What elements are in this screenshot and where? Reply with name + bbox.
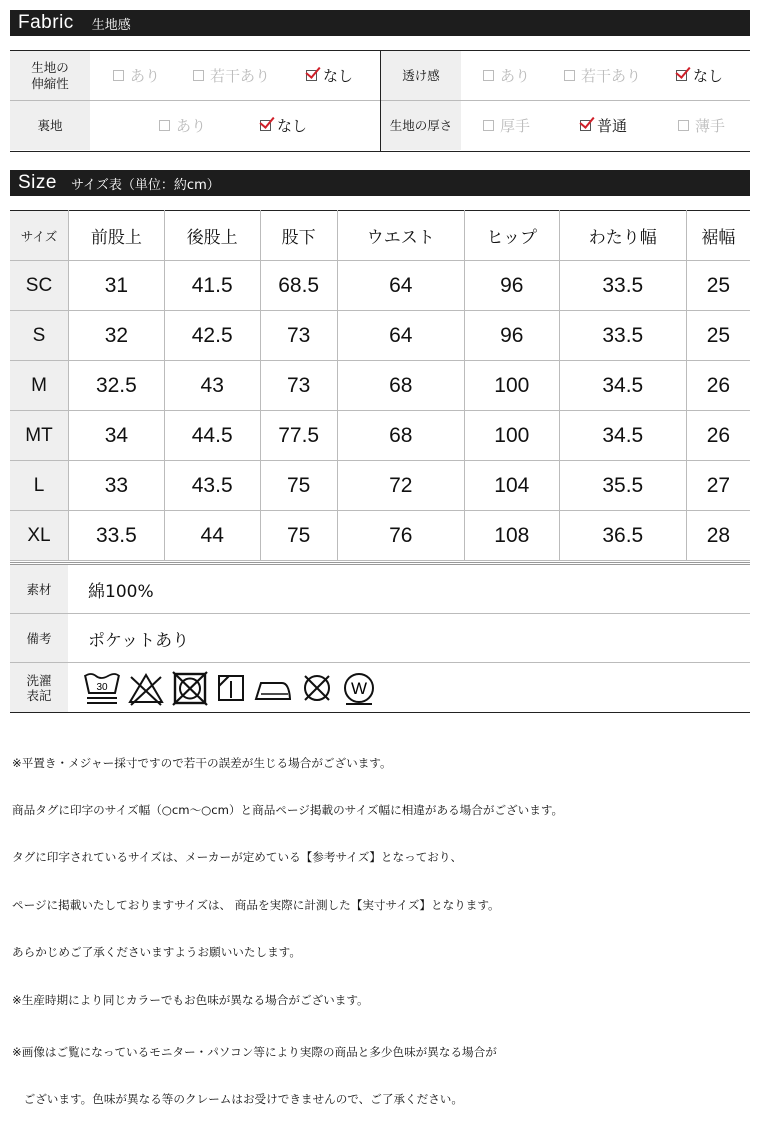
table-cell: 34 <box>69 411 165 461</box>
no-dry-clean-icon <box>298 669 336 707</box>
remarks-label: 備考 <box>10 614 68 662</box>
table-cell: 75 <box>260 461 337 511</box>
table-cell: 43.5 <box>164 461 260 511</box>
table-cell: 32.5 <box>69 361 165 411</box>
table-cell: 27 <box>686 461 750 511</box>
fabric-title-jp: 生地感 <box>91 17 131 33</box>
stretch-label: 生地の 伸縮性 <box>10 51 90 100</box>
sheer-option: 若干あり <box>564 51 641 100</box>
material-row <box>10 565 750 614</box>
table-cell: 26 <box>686 361 750 411</box>
checkbox-icon <box>193 70 204 81</box>
svg-text:30: 30 <box>96 681 108 693</box>
column-header: ウエスト <box>337 211 464 261</box>
size-label: XL <box>10 511 69 561</box>
line-dry-shade-icon <box>214 669 248 707</box>
sheer-option-selected: なし <box>676 51 723 100</box>
table-row <box>10 511 750 561</box>
size-label: L <box>10 461 69 511</box>
thickness-label: 生地の厚さ <box>381 101 461 150</box>
fabric-title-en: Fabric <box>18 12 74 33</box>
column-header: 裾幅 <box>686 211 750 261</box>
lining-option-selected: なし <box>260 101 307 150</box>
table-row <box>10 311 750 361</box>
material-value: 綿100% <box>88 581 154 602</box>
table-row <box>10 361 750 411</box>
table-row <box>10 461 750 511</box>
size-label: S <box>10 311 69 361</box>
checkbox-icon <box>483 70 494 81</box>
table-cell: 25 <box>686 311 750 361</box>
table-cell: 44 <box>164 511 260 561</box>
table-cell: 31 <box>69 261 165 311</box>
note-line: 商品タグに印字のサイズ幅（○cm～○cm）と商品ページ掲載のサイズ幅に相違がある場合がございます。 <box>12 802 564 817</box>
lining-option: あり <box>159 101 206 150</box>
checkbox-icon <box>483 120 494 131</box>
note-line: あらかじめご了承くださいますようお願いいたします。 <box>12 945 301 960</box>
note-line: ※生産時期により同じカラーでもお色味が異なる場合がございます。 <box>12 992 369 1007</box>
table-cell: 33 <box>69 461 165 511</box>
table-cell: 100 <box>464 411 559 461</box>
note-line: ページに掲載いたしておりますサイズは、 商品を実際に計測した【実寸サイズ】となります。 <box>12 897 500 912</box>
stretch-option: あり <box>113 51 160 100</box>
care-symbols <box>68 663 378 712</box>
fabric-table <box>10 50 750 152</box>
table-cell: 35.5 <box>559 461 686 511</box>
table-cell: 28 <box>686 511 750 561</box>
washing-label: 洗濯 表記 <box>10 663 68 712</box>
table-cell: 41.5 <box>164 261 260 311</box>
thickness-option: 薄手 <box>678 101 725 150</box>
notes <box>12 724 752 1124</box>
table-cell: 73 <box>260 361 337 411</box>
column-divider <box>380 51 381 151</box>
table-cell: 96 <box>464 261 559 311</box>
checkbox-icon <box>564 70 575 81</box>
wash-30-gentle-icon <box>82 669 122 707</box>
table-cell: 34.5 <box>559 411 686 461</box>
table-cell: 77.5 <box>260 411 337 461</box>
table-cell: 76 <box>337 511 464 561</box>
no-tumble-dry-icon <box>170 669 210 707</box>
table-cell: 33.5 <box>69 511 165 561</box>
table-cell: 72 <box>337 461 464 511</box>
sheer-label: 透け感 <box>381 51 461 100</box>
iron-low-icon <box>252 669 294 707</box>
table-cell: 33.5 <box>559 311 686 361</box>
table-cell: 68.5 <box>260 261 337 311</box>
size-title-en: Size <box>18 172 57 193</box>
svg-text:W: W <box>350 678 368 698</box>
column-header: 前股上 <box>69 211 165 261</box>
product-info-table <box>10 562 750 713</box>
column-header: ヒップ <box>464 211 559 261</box>
table-cell: 68 <box>337 361 464 411</box>
table-cell: 75 <box>260 511 337 561</box>
table-cell: 43 <box>164 361 260 411</box>
thickness-option: 厚手 <box>483 101 530 150</box>
checked-checkbox-icon <box>580 120 591 131</box>
remarks-value: ポケットあり <box>88 630 190 651</box>
note-line: タグに印字されているサイズは、メーカーが定めている【参考サイズ】となっており、 <box>12 850 463 865</box>
table-cell: 73 <box>260 311 337 361</box>
table-cell: 34.5 <box>559 361 686 411</box>
remarks-row <box>10 614 750 663</box>
size-label: MT <box>10 411 69 461</box>
thickness-option-selected: 普通 <box>580 101 627 150</box>
note-line: ※画像はご覧になっているモニター・パソコン等により実際の商品と多少色味が異なる場合が <box>12 1044 497 1059</box>
note-line: ※平置き・メジャー採寸ですので若干の誤差が生じる場合がございます。 <box>12 755 392 770</box>
no-bleach-icon <box>126 669 166 707</box>
checkbox-icon <box>678 120 689 131</box>
table-cell: 36.5 <box>559 511 686 561</box>
table-cell: 64 <box>337 261 464 311</box>
checkbox-icon <box>113 70 124 81</box>
table-cell: 108 <box>464 511 559 561</box>
stretch-option: 若干あり <box>193 51 270 100</box>
size-section-header <box>10 170 750 196</box>
size-label: M <box>10 361 69 411</box>
table-cell: 100 <box>464 361 559 411</box>
table-cell: 42.5 <box>164 311 260 361</box>
fabric-section-header <box>10 10 750 36</box>
table-cell: 25 <box>686 261 750 311</box>
table-row <box>10 261 750 311</box>
size-label: SC <box>10 261 69 311</box>
size-column-header: サイズ <box>10 211 69 261</box>
table-cell: 44.5 <box>164 411 260 461</box>
column-header: 後股上 <box>164 211 260 261</box>
table-cell: 68 <box>337 411 464 461</box>
material-label: 素材 <box>10 565 68 613</box>
checkbox-icon <box>159 120 170 131</box>
washing-row <box>10 663 750 712</box>
sheer-option: あり <box>483 51 530 100</box>
size-title-jp: サイズ表（単位：約cm） <box>70 177 220 193</box>
table-cell: 104 <box>464 461 559 511</box>
size-table <box>10 210 750 561</box>
checked-checkbox-icon <box>260 120 271 131</box>
table-cell: 26 <box>686 411 750 461</box>
checked-checkbox-icon <box>306 70 317 81</box>
lining-label: 裏地 <box>10 101 90 150</box>
stretch-option-selected: なし <box>306 51 353 100</box>
checked-checkbox-icon <box>676 70 687 81</box>
table-cell: 33.5 <box>559 261 686 311</box>
table-row <box>10 411 750 461</box>
table-cell: 96 <box>464 311 559 361</box>
table-cell: 32 <box>69 311 165 361</box>
wet-clean-icon <box>340 669 378 707</box>
table-cell: 64 <box>337 311 464 361</box>
column-header: 股下 <box>260 211 337 261</box>
note-line: ございます。色味が異なる等のクレームはお受けできませんので、ご了承ください。 <box>12 1092 463 1107</box>
size-table-header-row <box>10 211 750 261</box>
column-header: わたり幅 <box>559 211 686 261</box>
